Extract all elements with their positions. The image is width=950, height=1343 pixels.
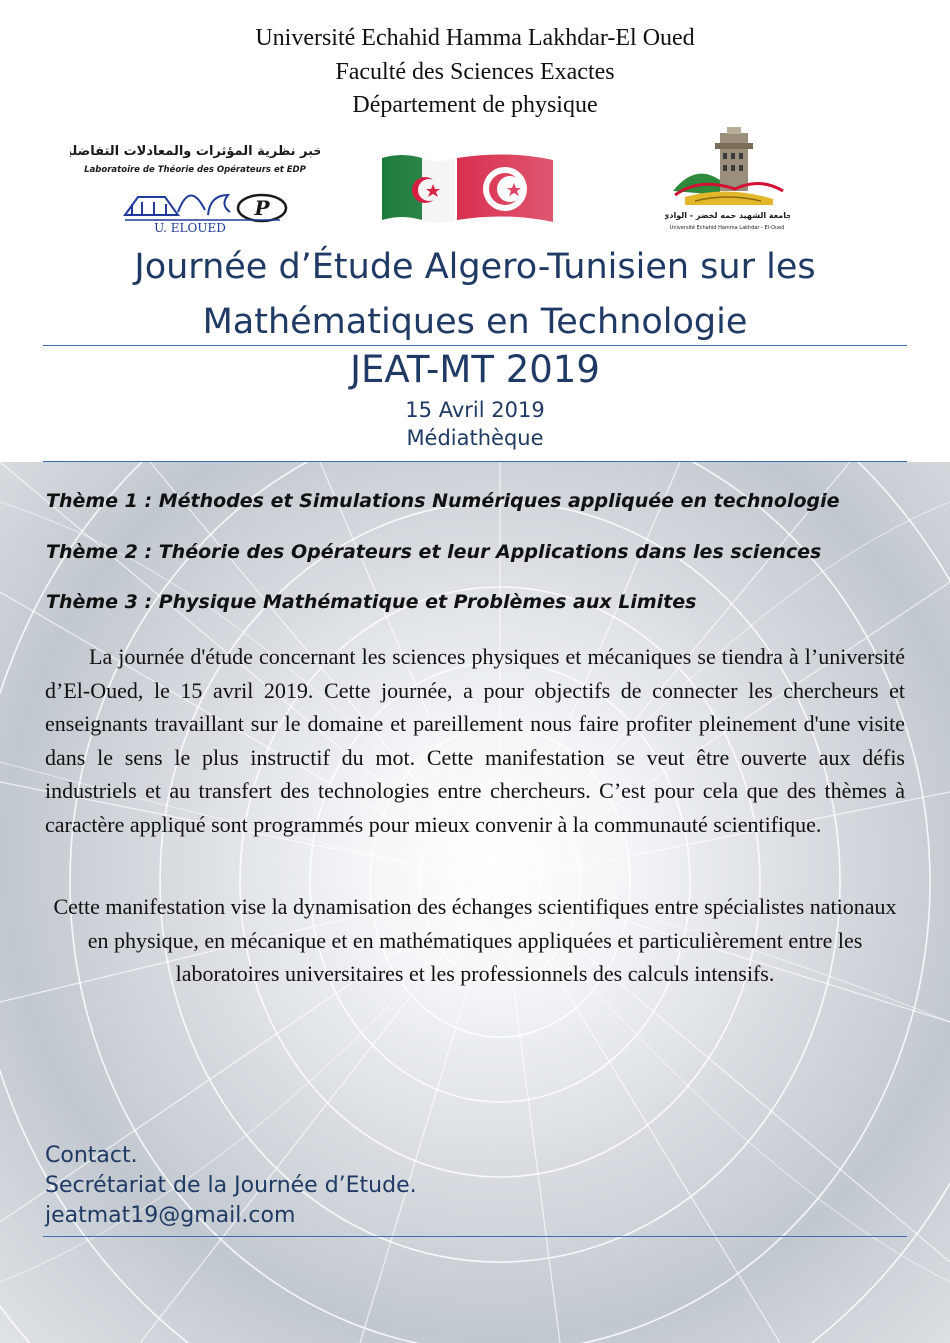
objective-paragraph: Cette manifestation vise la dynamisation des échanges scientifiques entre spécialistes nationaux en physique, en mécanique et en mathématiques appliquées et particulièrement entre les laboratoires universitaires et les professionnels des calculs intensifs.: [53, 894, 897, 987]
divider-bottom: [43, 1236, 907, 1237]
event-venue: Médiathèque: [406, 426, 544, 450]
laboratory-logo: [70, 140, 320, 235]
contact-email[interactable]: jeatmat19@gmail.com: [45, 1203, 296, 1228]
event-date: 15 Avril 2019: [405, 398, 545, 422]
lab-caption: U. ELOUED: [154, 221, 226, 235]
lab-emblem-icon: [125, 195, 230, 215]
event-details: [0, 396, 950, 452]
university-latin-name: Université Echahid Hamma Lakhdar - El-Oued: [669, 225, 785, 231]
divider-middle: [43, 461, 907, 462]
lab-letter: P: [254, 196, 270, 220]
theme-3: Thème 3 : Physique Mathématique et Problèmes aux Limites: [46, 591, 697, 613]
university-building-icon: [715, 127, 753, 191]
university-arabic-name: جامعة الشهيد حمه لخضر - الوادي: [665, 211, 790, 220]
event-acronym: JEAT-MT 2019: [350, 348, 600, 391]
lab-arabic-name: مخبر نظرية المؤثرات والمعادلات التفاضلية: [70, 144, 320, 159]
theme-1: Thème 1 : Méthodes et Simulations Numériques appliquée en technologie: [46, 490, 840, 512]
contact-heading: Contact.: [45, 1143, 138, 1168]
event-title-line-2: Mathématiques en Technologie: [202, 302, 748, 342]
theme-2: Thème 2 : Théorie des Opérateurs et leur Applications dans les sciences: [46, 541, 822, 563]
faculty-name: Faculté des Sciences Exactes: [335, 58, 615, 85]
department-name: Département de physique: [352, 92, 598, 118]
event-title-line-1: Journée d’Étude Algero-Tunisien sur les: [134, 247, 816, 287]
university-logo: [665, 125, 790, 235]
description-paragraph: La journée d'étude concernant les sciences physiques et mécaniques se tiendra à l’université d’El-Oued, le 15 avril 2019. Cette journée, a pour objectifs de connecter les chercheurs et enseignants travaillant sur le domaine et pareillement nous faire profiter pleinement d'une visite dans le sens le plus instructif du mot. Cette manifestation se veut être ouverte aux défis industriels et au transfert des technologies entre chercheurs. C’est pour cela que des thèmes à caractère appliqué sont programmés pour mieux convenir à la communauté scientifique.: [45, 644, 905, 837]
institution-header: [0, 22, 950, 123]
contact-organizer: Secrétariat de la Journée d’Etude.: [45, 1173, 417, 1198]
event-title: [0, 240, 950, 350]
lab-french-name: Laboratoire de Théorie des Opérateurs et EDP: [84, 165, 306, 175]
contact-block: [45, 1141, 417, 1231]
university-name: Université Echahid Hamma Lakhdar-El Oued: [255, 25, 695, 51]
algeria-tunisia-flags: [377, 148, 557, 228]
